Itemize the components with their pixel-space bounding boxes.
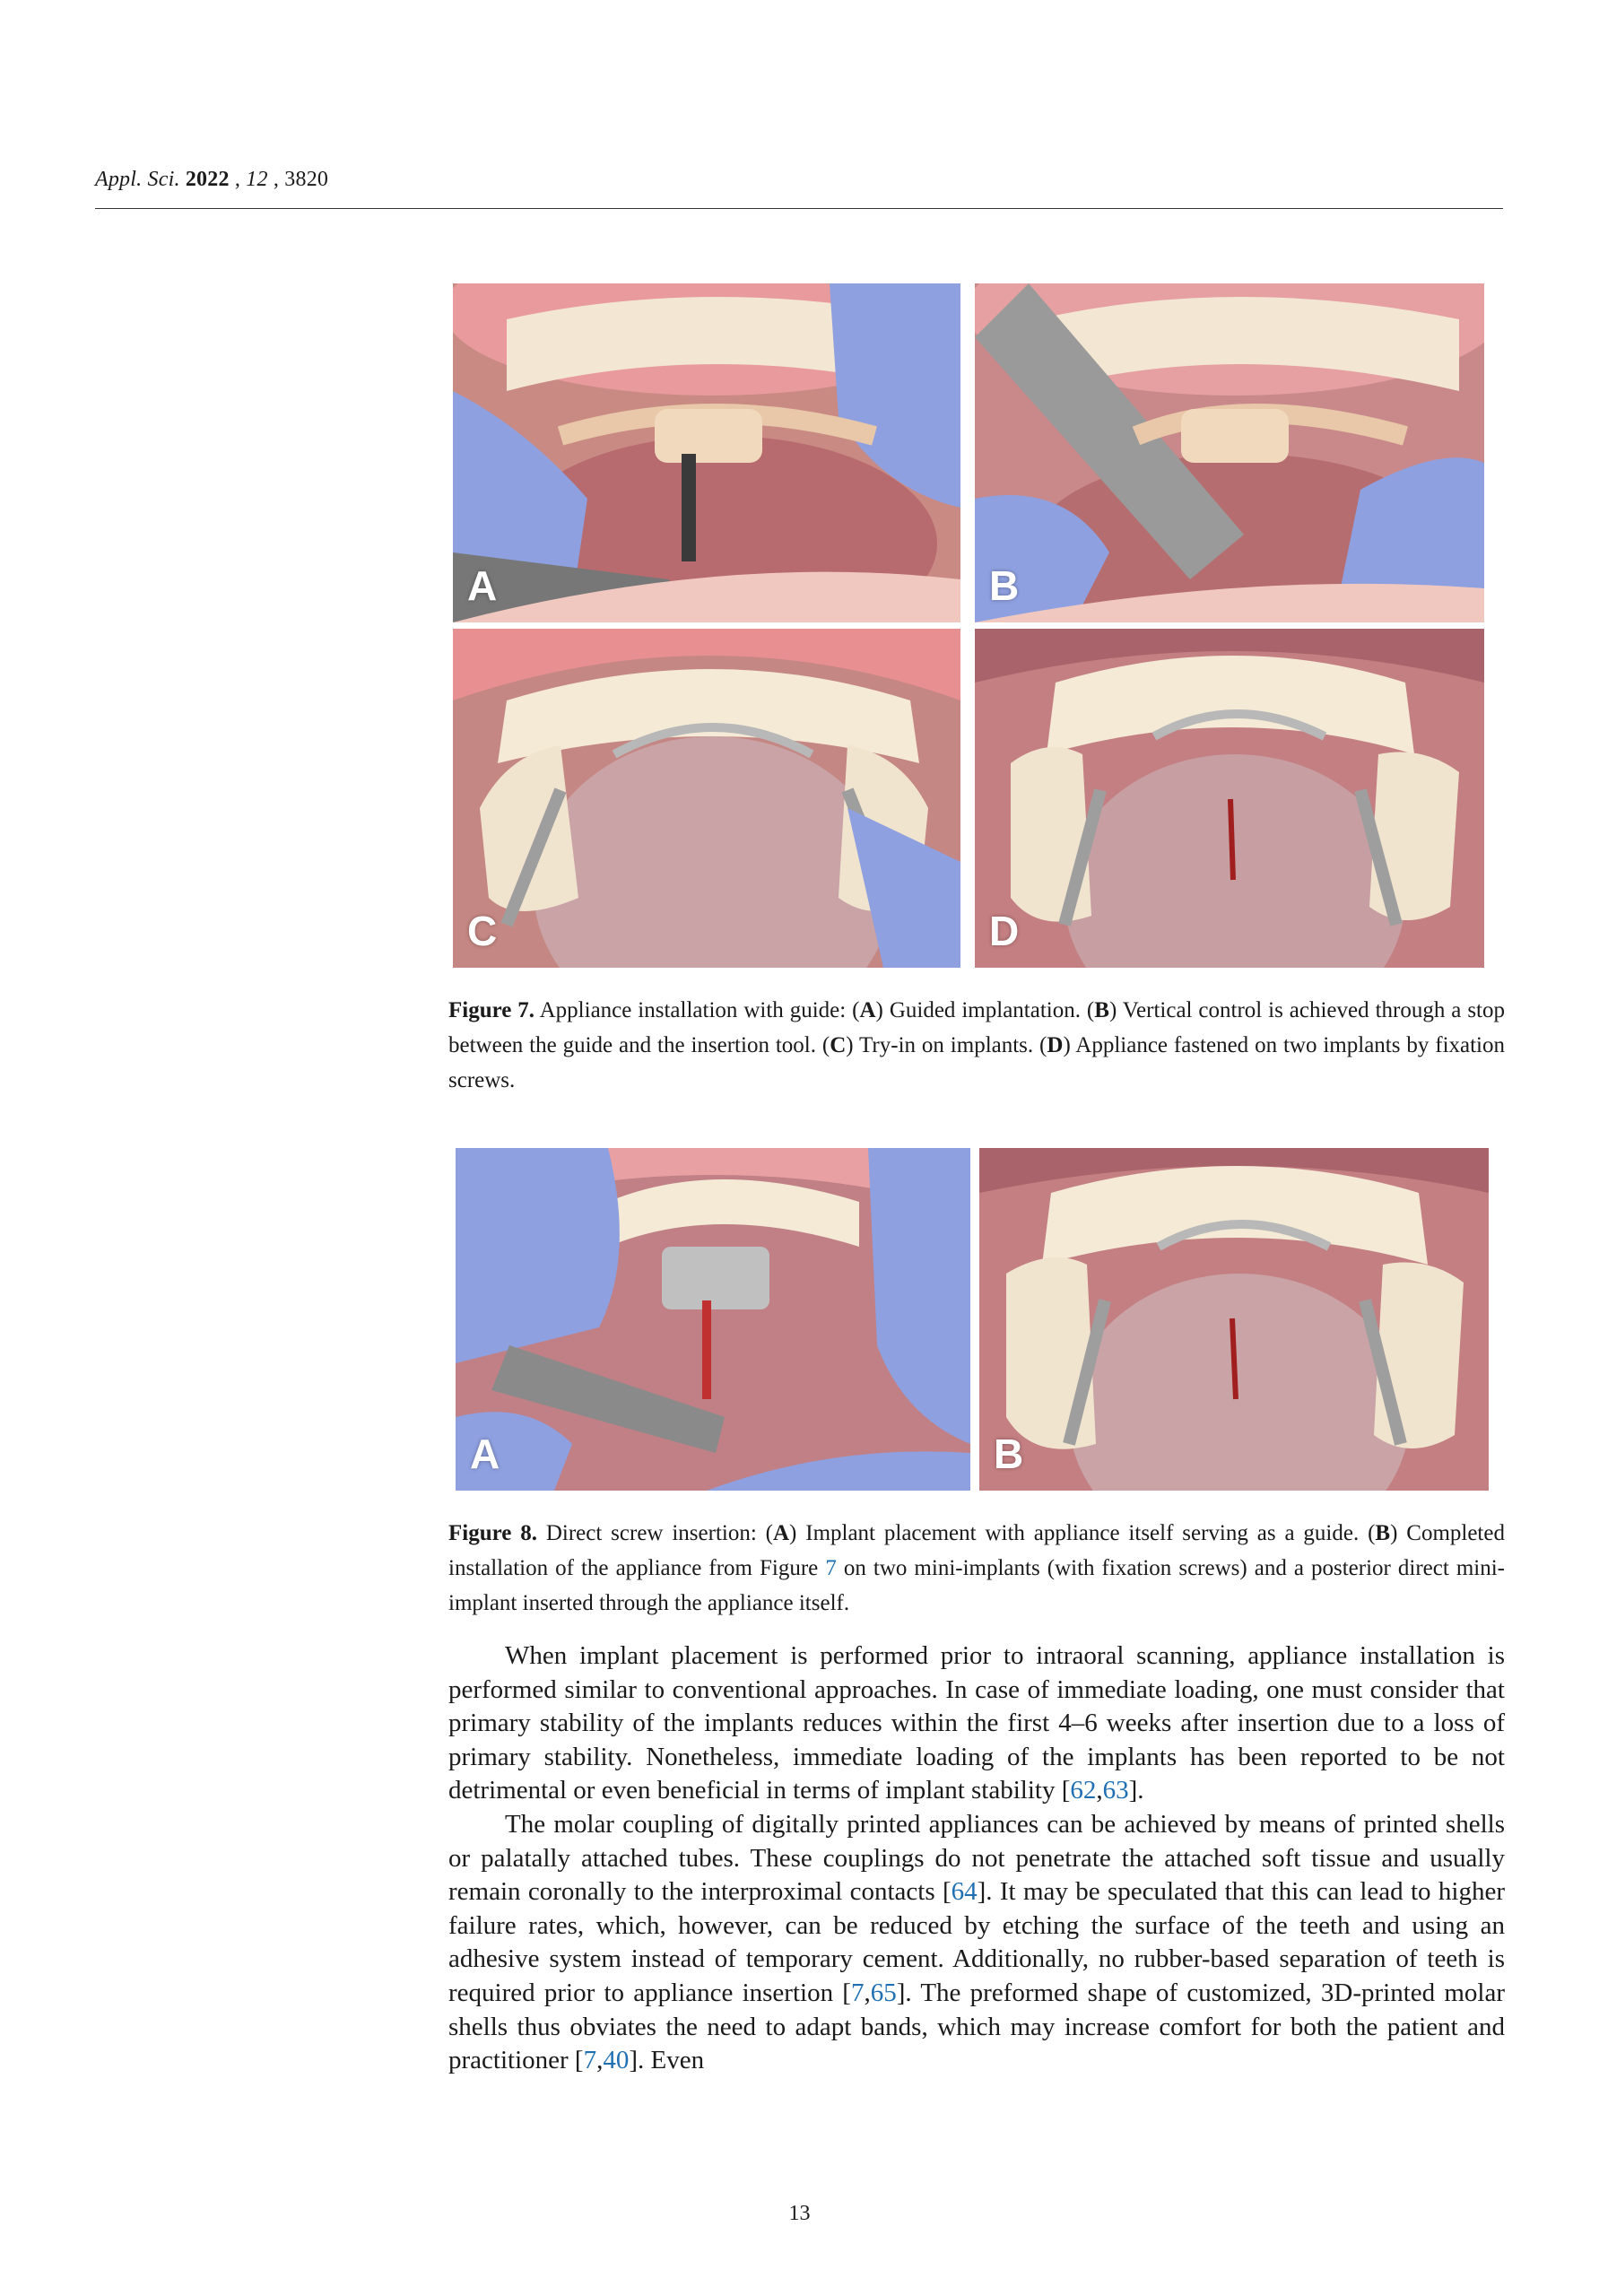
figure7-panel-c-label: C xyxy=(467,908,498,954)
citation-7[interactable]: 7 xyxy=(850,1978,865,2007)
figure8-caption: Figure 8. Direct screw insertion: (A) Implant placement with appliance itself serving as a guide. (B) Completed installation of the appliance from Figure 7 on two mini-implants (with fixation screws) and a posterior direct mini-implant inserted through the appliance itself. xyxy=(448,1521,1505,1615)
header-rule xyxy=(95,208,1503,209)
citation-65[interactable]: 65 xyxy=(870,1978,897,2007)
citation-40[interactable]: 40 xyxy=(603,2046,630,2075)
paragraph-molar-coupling: The molar coupling of digitally printed appliances can be achieved by means of printed shells or palatally attached tubes. These couplings do not penetrate the attached soft tissue and usually remain coronally to the interproximal contacts [64]. It may be speculated that this can lead to higher failure rates, which, however, can be reduced by etching the surface of the teeth and using an adhesive system instead of temporary cement. Additionally, no rubber-based separation of teeth is required prior to appliance insertion [7,65]. The preformed shape of customized, 3D-printed molar shells thus obviates the need to adapt bands, which may increase comfort for both the patient and practitioner [7,40]. Even xyxy=(448,1809,1505,2075)
figure8-panel-a-label: A xyxy=(470,1431,500,1477)
running-header: Appl. Sci. 2022 , 12 , 3820 xyxy=(95,168,329,191)
figure7-panel-c-photo xyxy=(453,629,960,968)
page-number: 13 xyxy=(788,2202,811,2225)
figure7-panel-a-photo xyxy=(453,283,960,622)
figure8-caption-label: Figure 8. xyxy=(448,1521,537,1545)
figure8-panel-b-label: B xyxy=(994,1431,1024,1477)
figure7-panel-a-label: A xyxy=(467,562,498,609)
figure-7-reference-link[interactable]: 7 xyxy=(825,1556,837,1580)
figure7-panel-b-photo xyxy=(975,283,1484,622)
citation-7[interactable]: 7 xyxy=(583,2046,597,2075)
citation-63[interactable]: 63 xyxy=(1102,1776,1129,1805)
article-number: 3820 xyxy=(284,168,329,191)
journal-name: Appl. Sci. xyxy=(95,168,180,191)
figure8-panel-b-photo xyxy=(979,1148,1489,1491)
figure7-caption-label: Figure 7. xyxy=(448,998,535,1022)
journal-volume: 12 xyxy=(246,168,268,191)
citation-62[interactable]: 62 xyxy=(1070,1776,1097,1805)
body-text xyxy=(448,1639,1505,2078)
figure7-caption: Figure 7. Appliance installation with guide: (A) Guided implantation. (B) Vertical control is achieved through a stop between the guide and the insertion tool. (C) Try-in on implants. (D) Appliance fastened on two implants by fixation screws. xyxy=(448,998,1506,1092)
journal-year: 2022 xyxy=(185,168,230,191)
figure8-panel-a-photo xyxy=(456,1148,970,1491)
figure7-panel-d-label: D xyxy=(989,908,1020,954)
figure7-panel-d-photo xyxy=(975,629,1484,968)
paragraph-implant-loading: When implant placement is performed prior to intraoral scanning, appliance installation is performed similar to conventional approaches. In case of immediate loading, one must consider that primary stability of the implants reduces within the first 4–6 weeks after insertion due to a loss of primary stability. Nonetheless, immediate loading of the implants has been reported to be not detrimental or even beneficial in terms of implant stability [62,63]. xyxy=(448,1641,1505,1805)
citation-64[interactable]: 64 xyxy=(951,1877,978,1907)
figure7-panel-b-label: B xyxy=(989,562,1020,609)
